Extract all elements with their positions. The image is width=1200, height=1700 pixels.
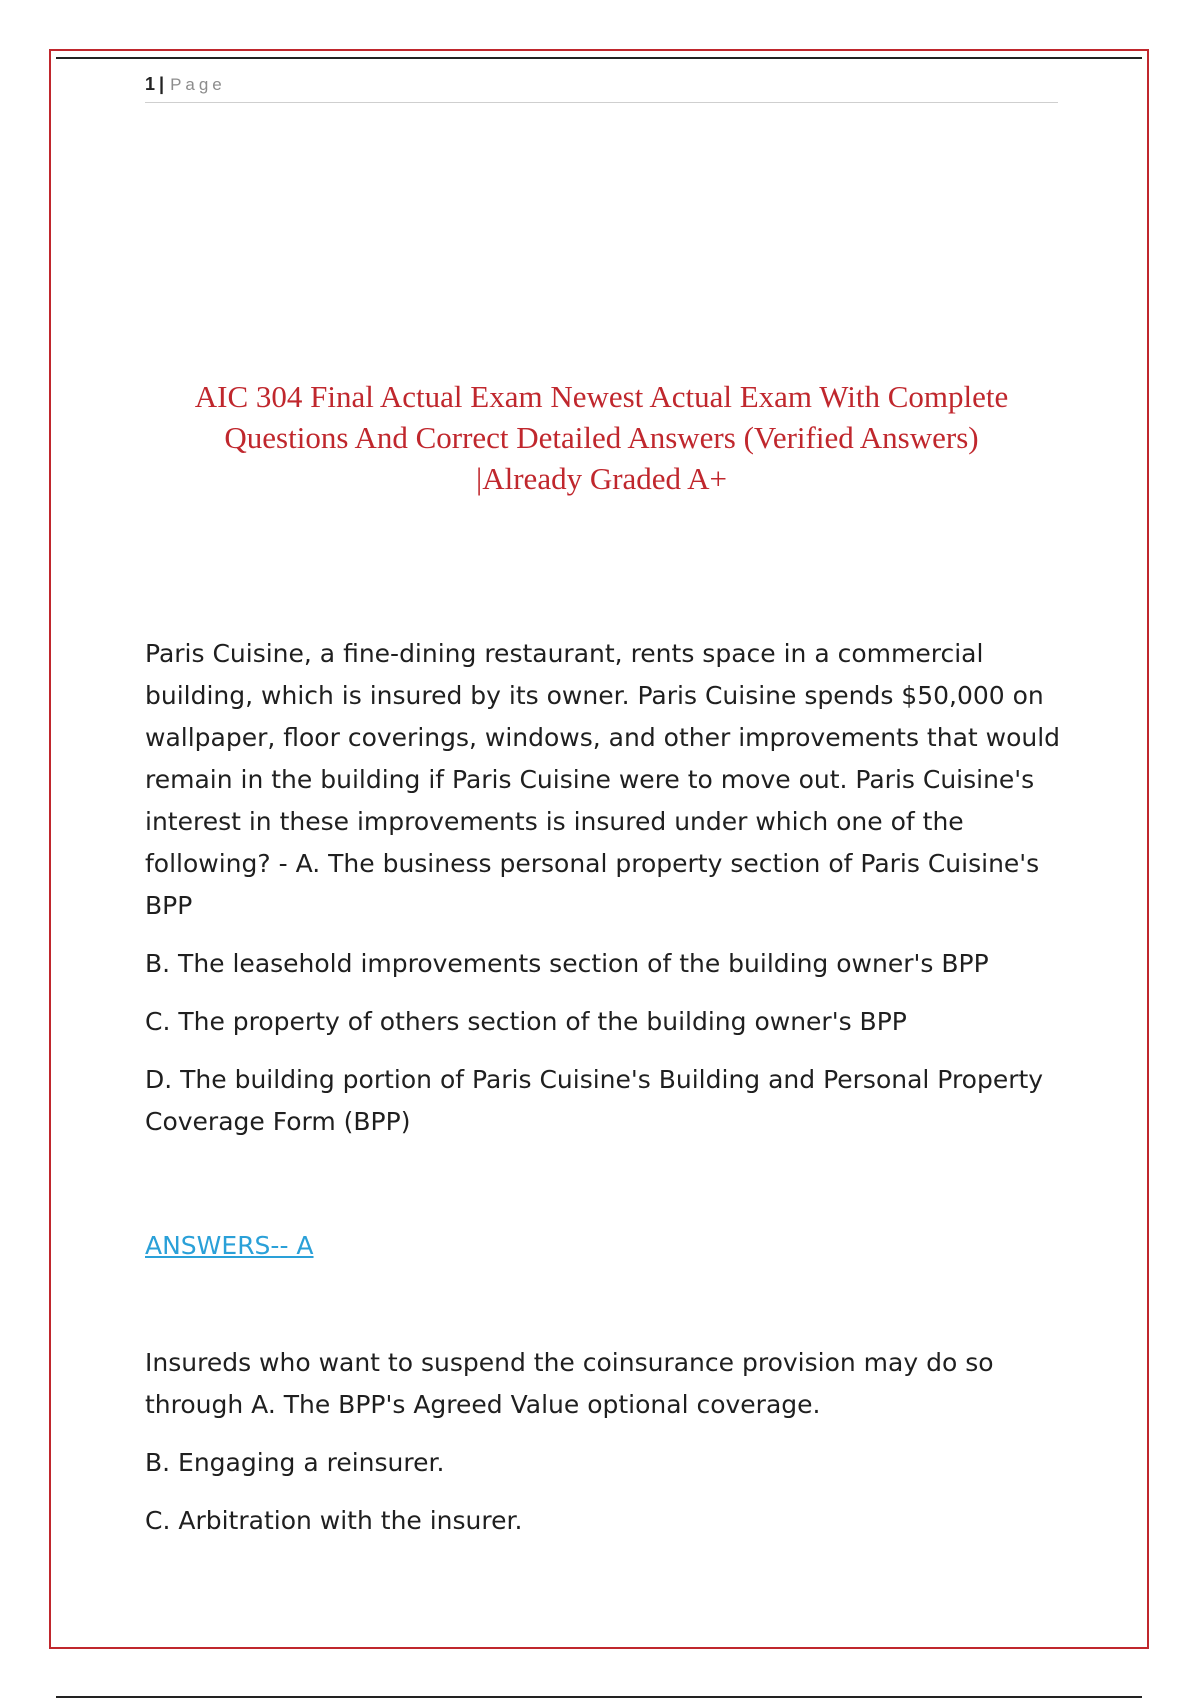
question-2-stem: Insureds who want to suspend the coinsurance provision may do so through A. The BPP's Agreed Value optional coverage. [145, 1348, 994, 1419]
page-separator: | [159, 74, 165, 94]
question-2 [145, 1342, 1085, 1542]
question-1-answer-link[interactable]: ANSWERS-- A [145, 1231, 314, 1260]
question-1-stem: Paris Cuisine, a fine-dining restaurant, rents space in a commercial building, which is insured by its owner. Paris Cuisine spends $50,000 on wallpaper, floor coverings, windows, and other improvements that would remain in the building if Paris Cuisine were to move out. Paris Cuisine's interest in these improvements is insured under which one of the following? - A. The business personal property section of Paris Cuisine's BPP [145, 639, 1061, 920]
page-header [145, 72, 1058, 103]
title-line-1: AIC 304 Final Actual Exam Newest Actual Exam With Complete [194, 379, 1009, 414]
title-line-3: |Already Graded A+ [476, 461, 727, 496]
question-1-option-d: D. The building portion of Paris Cuisine's Building and Personal Property Coverage Form (BPP) [145, 1065, 1044, 1136]
question-1-option-c: C. The property of others section of the building owner's BPP [145, 1007, 907, 1036]
title-line-2: Questions And Correct Detailed Answers (Verified Answers) [224, 420, 979, 455]
question-2-option-c: C. Arbitration with the insurer. [145, 1506, 523, 1535]
document-title [145, 376, 1058, 499]
question-1-option-b: B. The leasehold improvements section of the building owner's BPP [145, 949, 989, 978]
top-rule [56, 57, 1142, 59]
question-2-option-b: B. Engaging a reinsurer. [145, 1448, 445, 1477]
bottom-rule [56, 1696, 1142, 1698]
question-1 [145, 633, 1085, 1143]
page-word: Page [170, 75, 226, 94]
page-number: 1 [145, 74, 156, 94]
